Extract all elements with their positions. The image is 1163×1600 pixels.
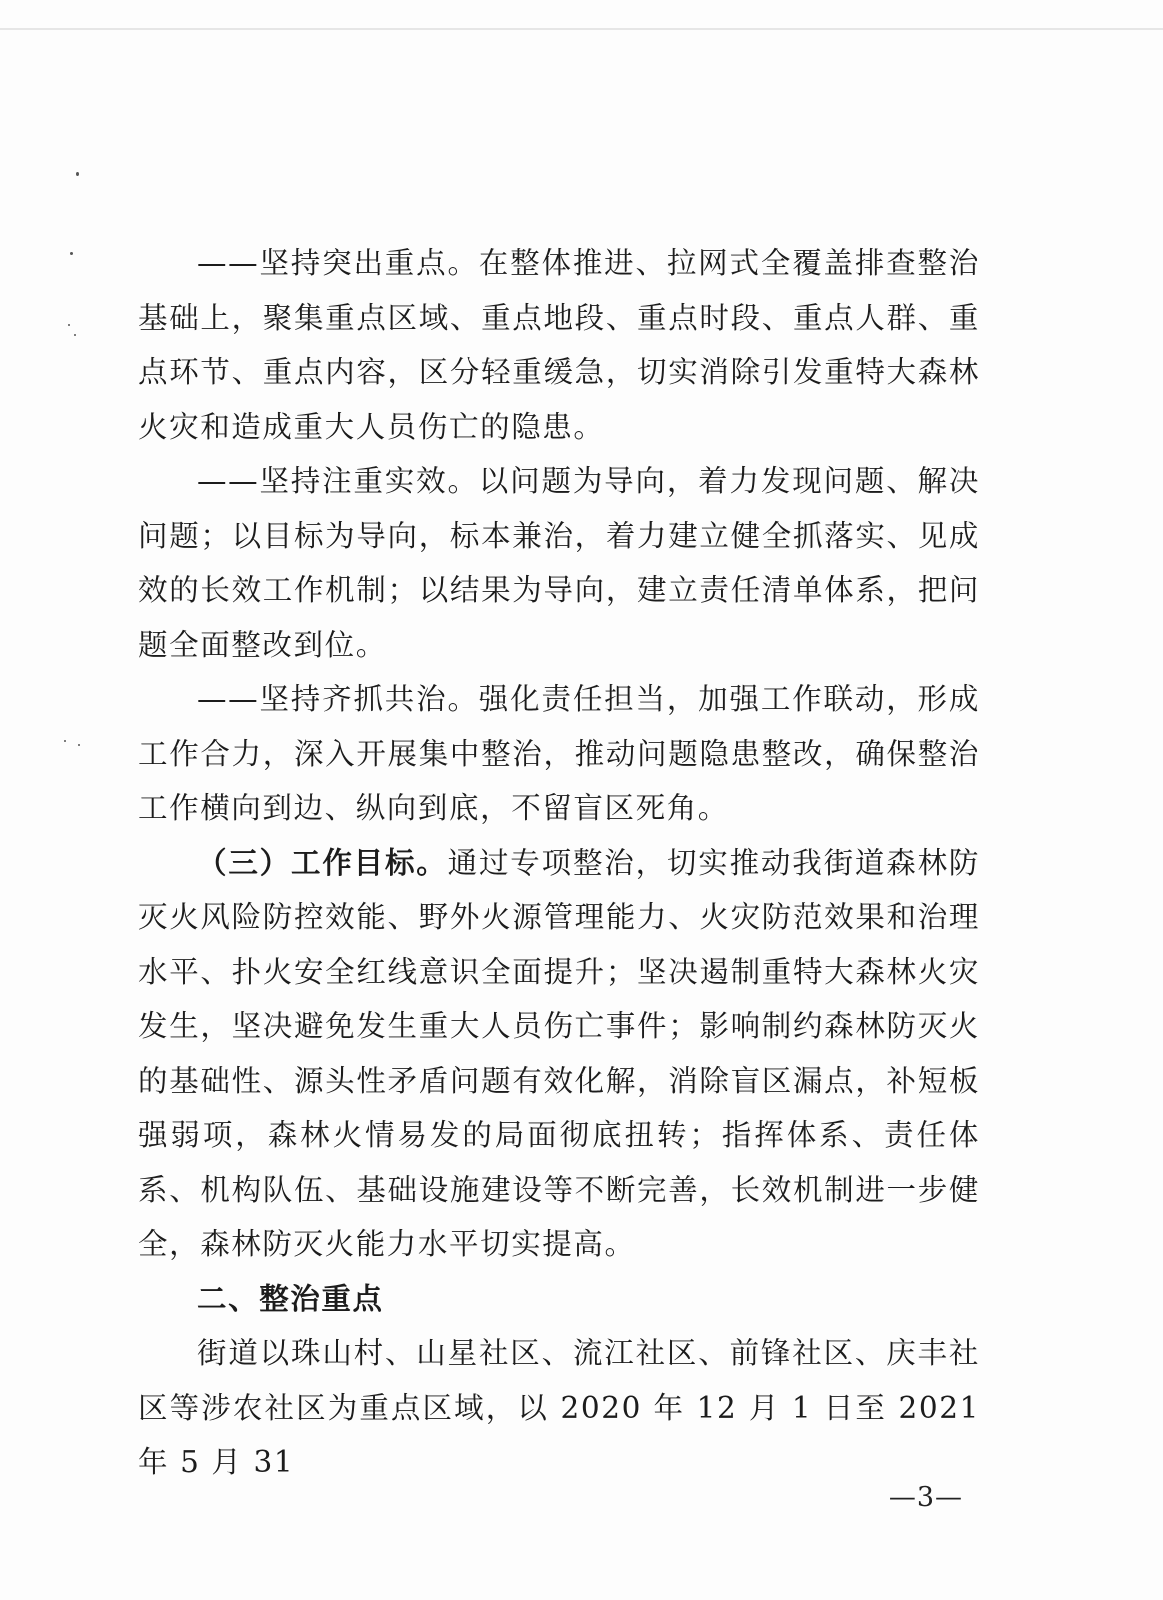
scan-speck	[76, 172, 79, 176]
page-number: —3—	[888, 1482, 963, 1513]
scan-speck	[74, 334, 76, 336]
paragraph-text: ——坚持突出重点。在整体推进、拉网式全覆盖排查整治基础上，聚集重点区域、重点地段、重点时段、重点人群、重点环节、重点内容，区分轻重缓急，切实消除引发重特大森林火灾和造成重大人员伤亡的隐患。	[138, 246, 980, 444]
scan-speck	[68, 324, 70, 326]
paragraph-text: ——坚持注重实效。以问题为导向，着力发现问题、解决问题；以目标为导向，标本兼治，着力建立健全抓落实、见成效的长效工作机制；以结果为导向，建立责任清单体系，把问题全面整改到位。	[138, 464, 980, 662]
paragraph-work-goals	[138, 836, 980, 1272]
paragraph-focus-key-points	[138, 236, 980, 454]
scan-speck	[70, 252, 73, 255]
paragraph-key-areas: 街道以珠山村、山星社区、流江社区、前锋社区、庆丰社区等涉农社区为重点区域，以 2020 年 12 月 1 日至 2021 年 5 月 31	[138, 1336, 980, 1479]
paragraph-joint-governance	[138, 672, 980, 836]
scan-edge-line	[0, 28, 1163, 30]
paragraph-text: 通过专项整治，切实推动我街道森林防灭火风险防控效能、野外火源管理能力、火灾防范效果和治理水平、扑火安全红线意识全面提升；坚决遏制重特大森林火灾发生，坚决避免发生重大人员伤亡事件；影响制约森林防灭火的基础性、源头性矛盾问题有效化解，消除盲区漏点，补短板强弱项，森林火情易发的局面彻底扭转；指挥体系、责任体系、机构队伍、基础设施建设等不断完善，长效机制进一步健全，森林防灭火能力水平切实提高。	[138, 845, 980, 1261]
paragraph-lead-bold: （三）工作目标。	[197, 844, 448, 880]
section-heading: 二、整治重点	[197, 1280, 384, 1316]
paragraph-effectiveness	[138, 454, 980, 672]
document-body	[138, 236, 980, 1490]
scan-speck	[78, 744, 80, 746]
scan-speck	[64, 740, 66, 742]
paragraph-text: ——坚持齐抓共治。强化责任担当，加强工作联动，形成工作合力，深入开展集中整治，推动问题隐患整改，确保整治工作横向到边、纵向到底，不留盲区死角。	[138, 682, 980, 825]
